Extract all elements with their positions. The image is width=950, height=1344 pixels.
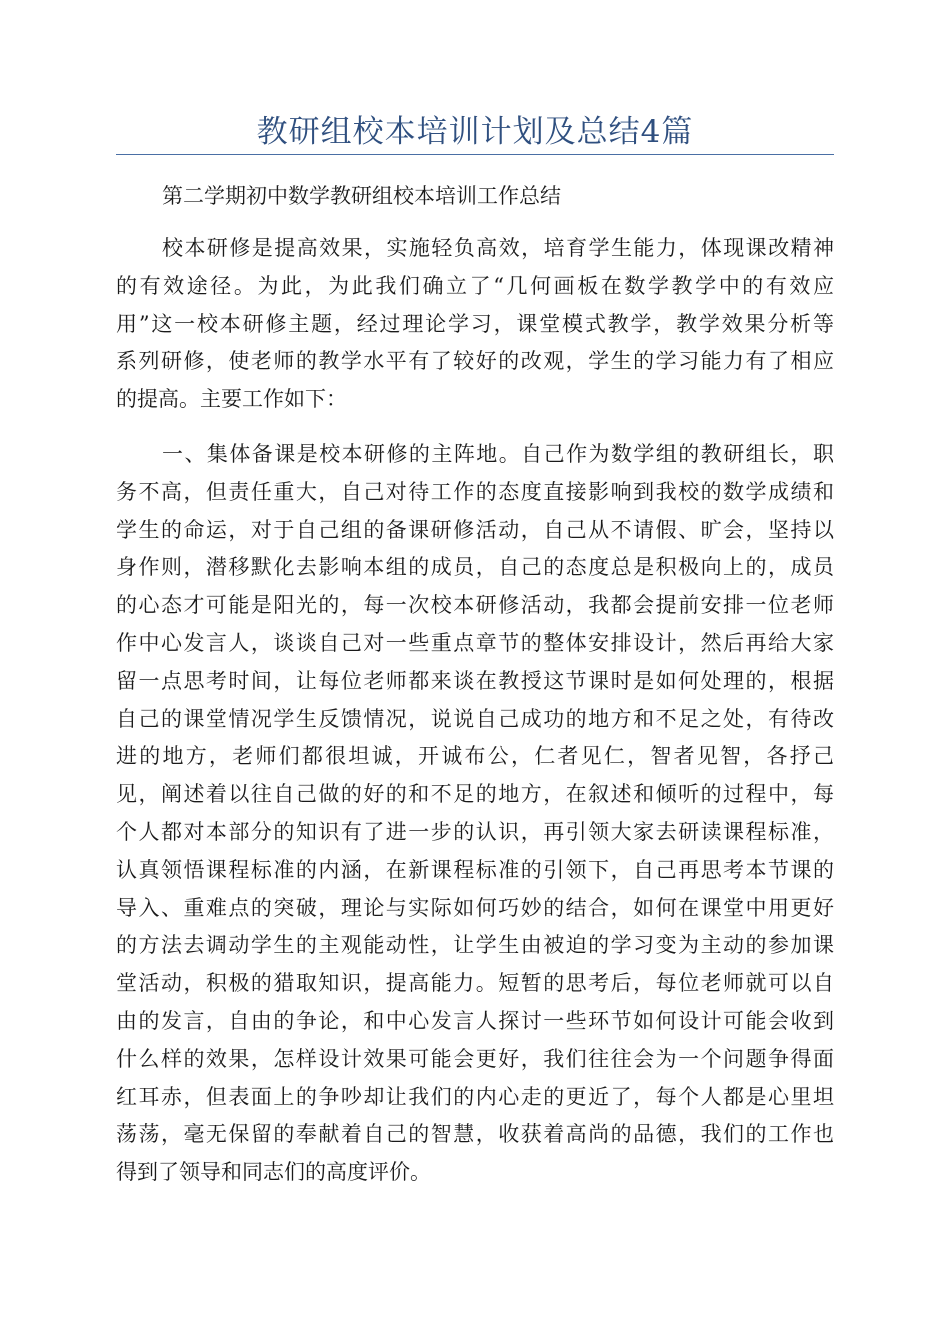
document-title: 教研组校本培训计划及总结4篇 xyxy=(256,114,694,150)
paragraph-line: 身作则，潜移默化去影响本组的成员，自己的态度总是积极向上的，成员 xyxy=(116,555,834,580)
paragraph-collective-lesson-prep xyxy=(116,436,834,1192)
paragraph-line: 什么样的效果，怎样设计效果可能会更好，我们往往会为一个问题争得面 xyxy=(116,1046,834,1071)
title-underline xyxy=(116,154,834,155)
paragraph-line: 用”这一校本研修主题，经过理论学习，课堂模式教学，教学效果分析等 xyxy=(116,311,834,336)
paragraph-line: 的心态才可能是阳光的，每一次校本研修活动，我都会提前安排一位老师 xyxy=(116,593,834,618)
paragraph-intro xyxy=(116,230,834,419)
paragraph-line: 认真领悟课程标准的内涵，在新课程标准的引领下，自己再思考本节课的 xyxy=(116,857,834,882)
paragraph-line: 个人都对本部分的知识有了进一步的认识，再引领大家去研读课程标准， xyxy=(116,819,834,844)
paragraph-line: 进的地方，老师们都很坦诚，开诚布公，仁者见仁，智者见智，各抒己 xyxy=(116,744,834,769)
paragraph-line: 作中心发言人，谈谈自己对一些重点章节的整体安排设计，然后再给大家 xyxy=(116,630,834,655)
section-heading: 第二学期初中数学教研组校本培训工作总结 xyxy=(162,184,561,208)
paragraph-line: 学生的命运，对于自己组的备课研修活动，自己从不请假、旷会，坚持以 xyxy=(116,517,834,542)
paragraph-line: 的提高。主要工作如下： xyxy=(116,387,347,412)
paragraph-line: 务不高，但责任重大，自己对待工作的态度直接影响到我校的数学成绩和 xyxy=(116,479,834,504)
paragraph-line: 系列研修，使老师的教学水平有了较好的改观，学生的学习能力有了相应 xyxy=(116,349,834,374)
paragraph-line: 的方法去调动学生的主观能动性，让学生由被迫的学习变为主动的参加课 xyxy=(116,933,834,958)
paragraph-line: 的有效途径。为此，为此我们确立了“几何画板在数学教学中的有效应 xyxy=(116,273,834,298)
paragraph-line: 得到了领导和同志们的高度评价。 xyxy=(116,1160,431,1185)
paragraph-line: 由的发言，自由的争论，和中心发言人探讨一些环节如何设计可能会收到 xyxy=(116,1008,834,1033)
paragraph-line: 见，阐述着以往自己做的好的和不足的地方，在叙述和倾听的过程中，每 xyxy=(116,782,834,807)
paragraph-line: 堂活动，积极的猎取知识，提高能力。短暂的思考后，每位老师就可以自 xyxy=(116,971,834,996)
paragraph-line: 荡荡，毫无保留的奉献着自己的智慧，收获着高尚的品德，我们的工作也 xyxy=(116,1122,834,1147)
paragraph-line: 留一点思考时间，让每位老师都来谈在教授这节课时是如何处理的，根据 xyxy=(116,668,834,693)
paragraph-line: 一、集体备课是校本研修的主阵地。自己作为数学组的教研组长，职 xyxy=(162,442,834,466)
paragraph-line: 导入、重难点的突破，理论与实际如何巧妙的结合，如何在课堂中用更好 xyxy=(116,895,834,920)
paragraph-line: 自己的课堂情况学生反馈情况，说说自己成功的地方和不足之处，有待改 xyxy=(116,706,834,731)
paragraph-line: 校本研修是提高效果，实施轻负高效，培育学生能力，体现课改精神 xyxy=(162,236,834,260)
paragraph-line: 红耳赤，但表面上的争吵却让我们的内心走的更近了，每个人都是心里坦 xyxy=(116,1084,834,1109)
